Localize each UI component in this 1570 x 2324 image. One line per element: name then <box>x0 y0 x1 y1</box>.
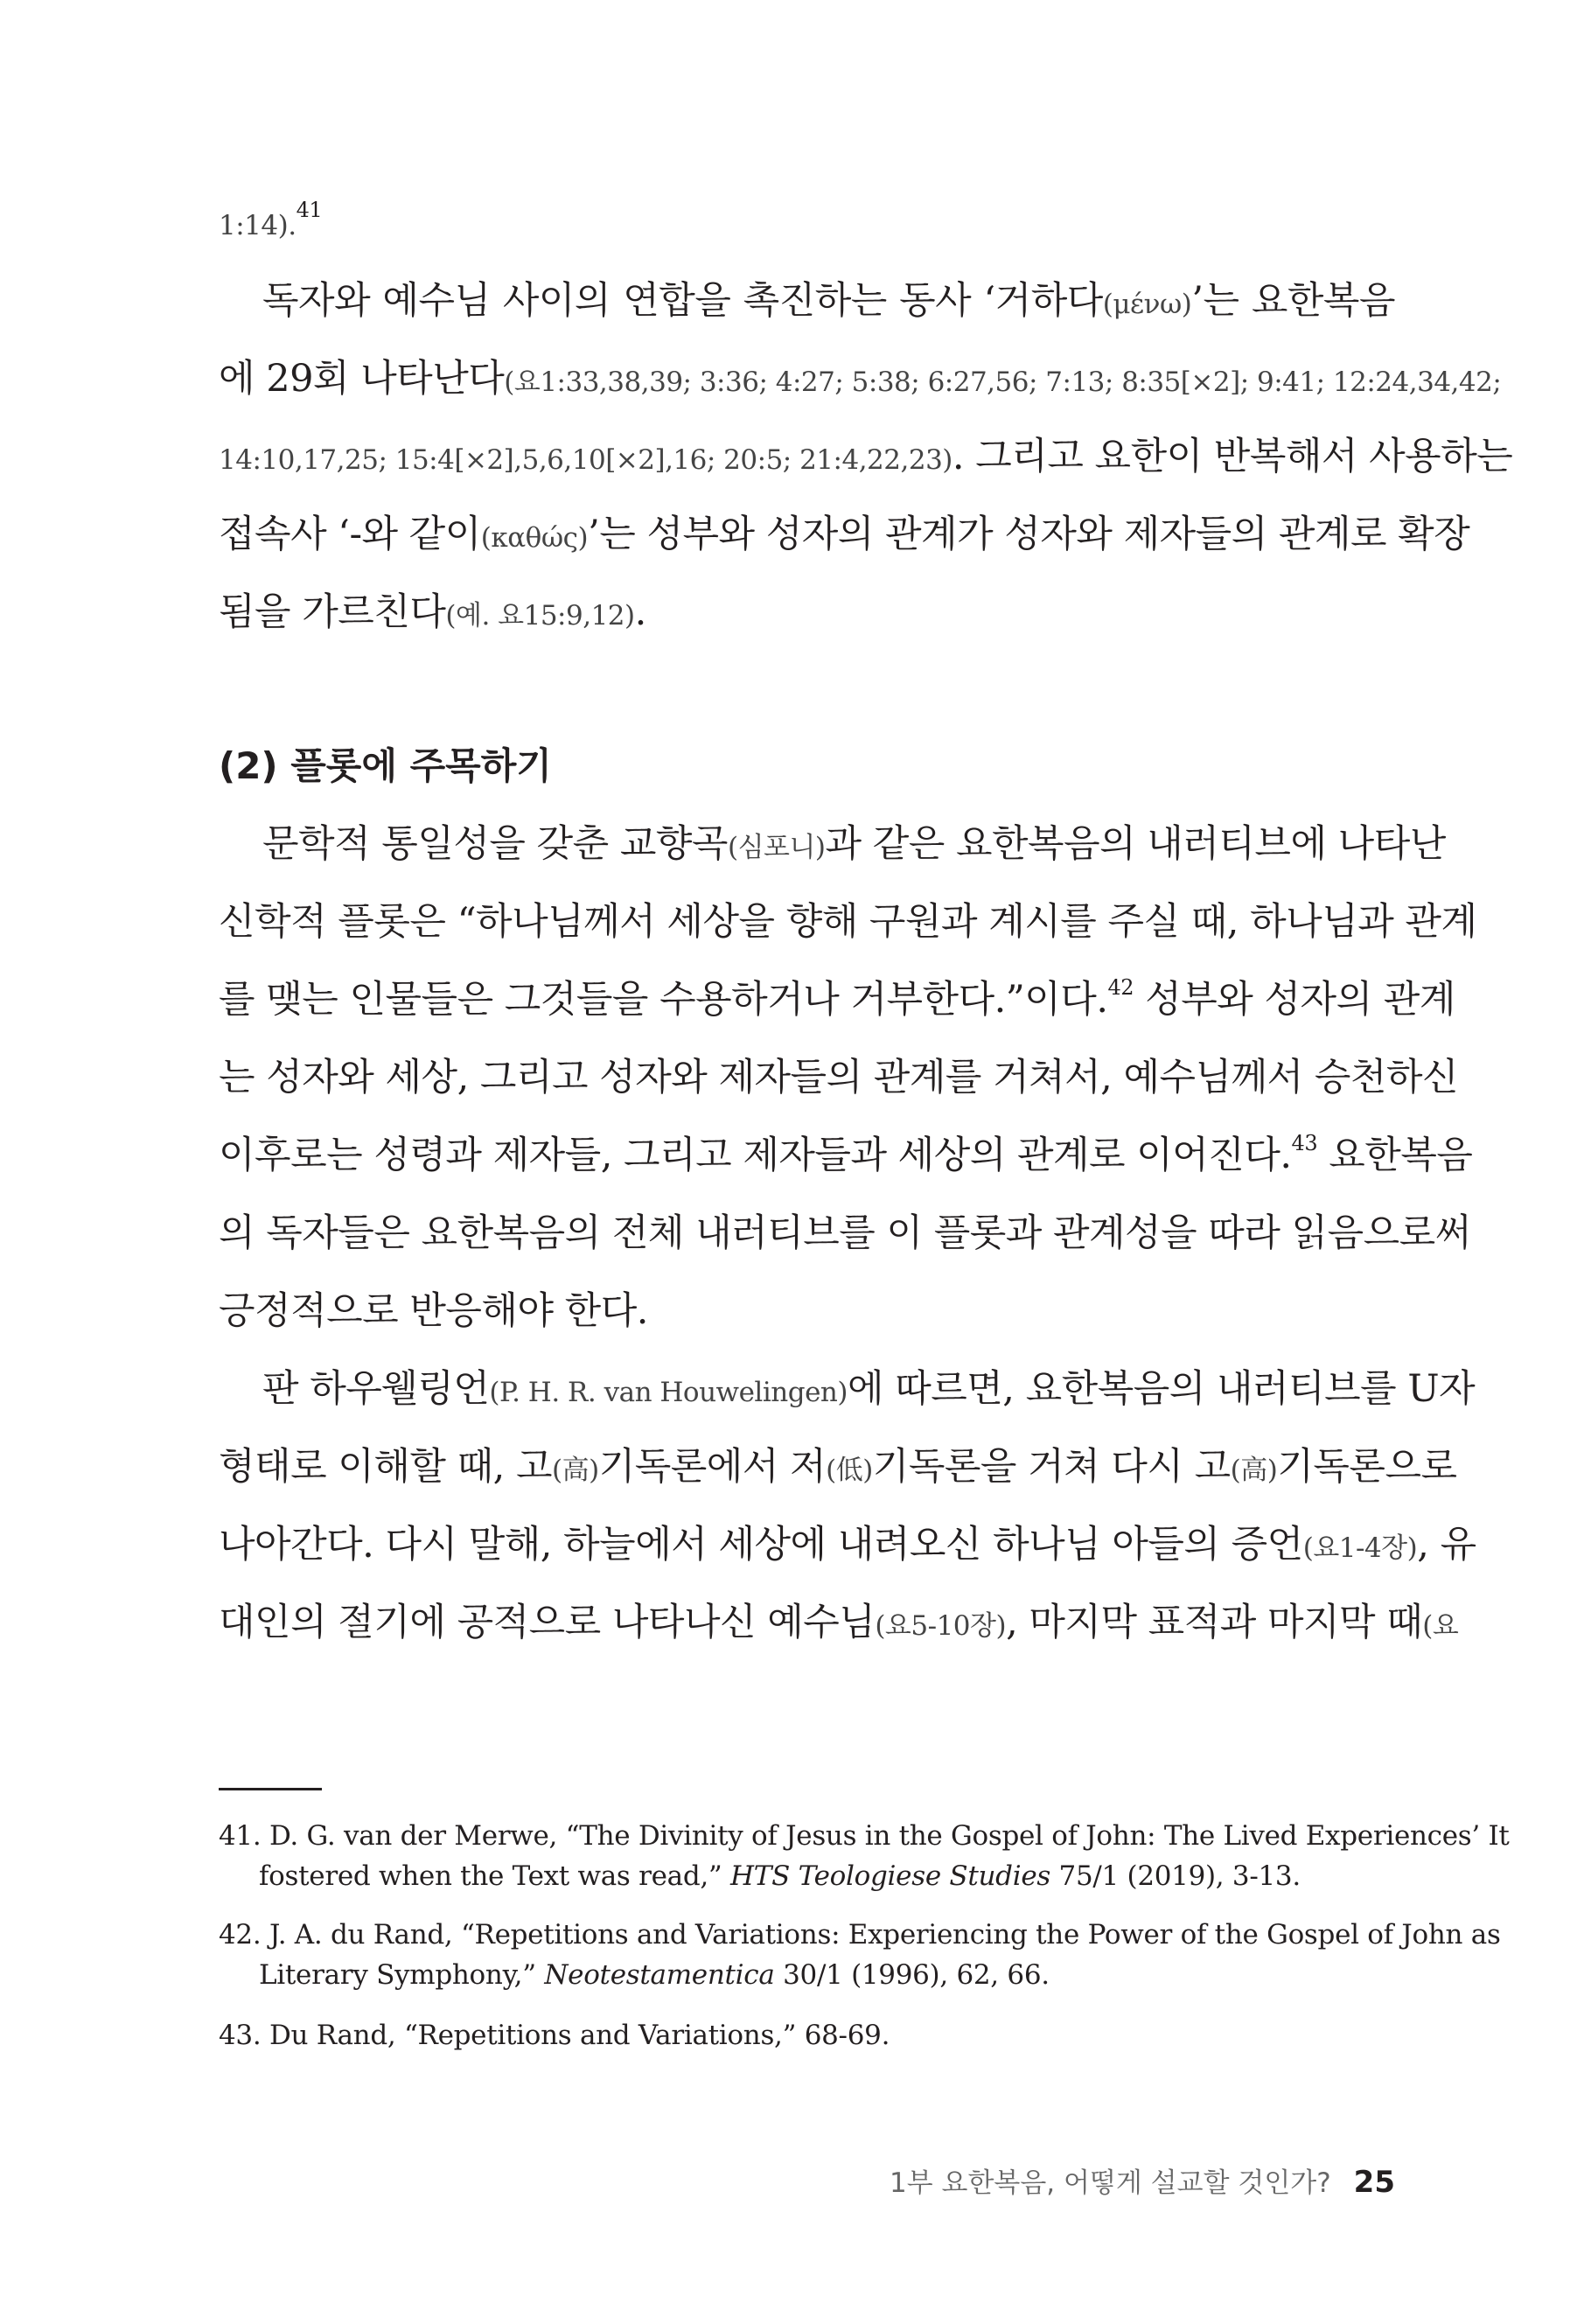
body-line: 는 성자와 세상, 그리고 성자와 제자들의 관계를 거쳐서, 예수님께서 승천하신 <box>219 1056 1459 1099</box>
body-line: 14:10,17,25; 15:4[×2],5,6,10[×2],16; 20:5; 21:4,22,23). 그리고 요한이 반복해서 사용하는 <box>219 435 1513 478</box>
body-line: 긍정적으로 반응해야 한다. <box>219 1289 648 1333</box>
body-line: 접속사 ‘-와 같이(καθώς)’는 성부와 성자의 관계가 성자와 제자들의 관계로 확장 <box>219 513 1470 556</box>
body-line: 신학적 플롯은 “하나님께서 세상을 향해 구원과 계시를 주실 때, 하나님과 관계 <box>219 900 1477 944</box>
footnote-ref: 43 <box>1291 1131 1318 1155</box>
body-line: 문학적 통일성을 갖춘 교향곡(심포니)과 같은 요한복음의 내러티브에 나타난 <box>262 822 1446 866</box>
body-line: 독자와 예수님 사이의 연합을 촉진하는 동사 ‘거하다(μένω)’는 요한복음 <box>262 279 1395 323</box>
page-number: 25 <box>1353 2165 1395 2200</box>
body-line: 나아간다. 다시 말해, 하늘에서 세상에 내려오신 하나님 아들의 증언(요1-4장), 유 <box>219 1523 1476 1567</box>
footer-title: 1부 요한복음, 어떻게 설교할 것인가? <box>889 2167 1331 2199</box>
body-line: 의 독자들은 요한복음의 전체 내러티브를 이 플롯과 관계성을 따라 읽음으로써 <box>219 1211 1471 1255</box>
body-line: 됨을 가르친다(예. 요15:9,12). <box>219 590 646 634</box>
running-footer <box>890 2160 1395 2200</box>
body-line: 이후로는 성령과 제자들, 그리고 제자들과 세상의 관계로 이어진다.$^{43}$ 요한복음 <box>219 1131 1473 1177</box>
footnote-42: 42. J. A. du Rand, “Repetitions and Variations: Experiencing the Power of the Gospel of John as <box>219 1919 1501 1951</box>
footnote-ref: 41 <box>296 198 323 222</box>
body-line: 형태로 이해할 때, 고(高)기독론에서 저(低)기독론을 거쳐 다시 고(高)기독론으로 <box>219 1445 1457 1489</box>
footnote-divider <box>219 1788 322 1790</box>
body-line: 에 29회 나타난다(요1:33,38,39; 3:36; 4:27; 5:38; 6:27,56; 7:13; 8:35[×2]; 9:41; 12:24,34,42; <box>219 357 1502 401</box>
body-line: 대인의 절기에 공적으로 나타나신 예수님(요5-10장), 마지막 표적과 마지막 때(요 <box>219 1601 1459 1644</box>
body-line: 를 맺는 인물들은 그것들을 수용하거나 거부한다.”이다.$^{42}$ 성부와 성자의 관계 <box>219 975 1455 1022</box>
body-line: 1:14).$^{41}$ <box>219 198 323 241</box>
footnote-41-cont: fostered when the Text was read,” HTS Teologiese Studies 75/1 (2019), 3-13. <box>259 1860 1301 1892</box>
section-heading: (2) 플롯에 주목하기 <box>219 744 552 787</box>
body-line: 판 하우웰링언(P. H. R. van Houwelingen)에 따르면, 요한복음의 내러티브를 U자 <box>262 1367 1476 1411</box>
footnote-41: 41. D. G. van der Merwe, “The Divinity of Jesus in the Gospel of John: The Lived Experiences’ It <box>219 1820 1510 1852</box>
footnote-ref: 42 <box>1107 975 1134 1000</box>
footnote-42-cont: Literary Symphony,” Neotestamentica 30/1 (1996), 62, 66. <box>259 1959 1050 1991</box>
footnote-43: 43. Du Rand, “Repetitions and Variations,” 68-69. <box>219 2020 890 2051</box>
